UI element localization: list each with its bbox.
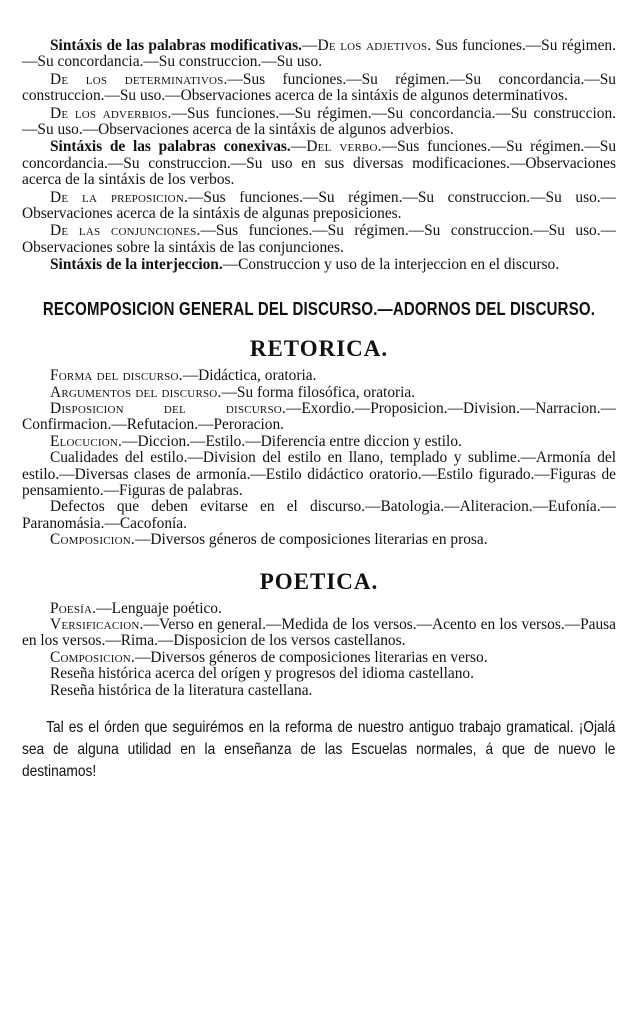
paragraph-preposicion [22,190,616,223]
paragraph-text: —Sus funciones.—Su régimen.—Su construccion.—Su uso.—Observaciones sobre la sintáxis de las conjunciones. [22,222,616,256]
subsection-label: Forma del discurso. [50,367,183,385]
paragraph-text: —Sus funciones.—Su régimen.—Su concordancia.—Su construccion.—Su uso.—Observaciones acerca de la sintáxis de algunos adverbios. [22,104,616,139]
paragraph-elocucion [22,434,616,450]
subsection-label: Composicion. [50,531,135,549]
subsection-label: Composicion. [50,648,135,666]
section-heading: Sintáxis de la interjeccion. [50,256,223,274]
subsection-label: Elocucion. [50,432,123,450]
paragraph-poesia [22,601,616,617]
paragraph-adverbios [22,106,616,139]
paragraph-conjunciones [22,223,616,256]
paragraph-text: —Diccion.—Estilo.—Diferencia entre diccion y estilo. [122,432,462,450]
subsection-label: Argumentos del discurso. [50,383,222,401]
paragraph-text: —Exordio.—Proposicion.—Division.—Narracion.—Confirmacion.—Refutacion.—Peroracion. [22,399,616,434]
paragraph-text: —Lenguaje poético. [96,599,222,617]
paragraph-text: —Sus funciones.—Su régimen.—Su concordancia.—Su construccion.—Su uso en sus diversas modificaciones.—Observaciones acerca de la sintáxis de los verbos. [22,138,617,189]
paragraph-verbo [22,139,616,188]
closing-paragraph: Tal es el órden que seguirémos en la reforma de nuestro antiguo trabajo gramatical. ¡Ojalá sea de alguna utilidad en la enseñanza de las Escuelas normales, á que de nuevo le destinamos! [22,719,616,780]
paragraph-text: Cualidades del estilo.—Division del estilo en llano, templado y sublime.—Armonía del estilo.—Diversas clases de armonía.—Estilo didáctico oratorio.—Estilo figurado.—Figuras de pensamiento.—Figuras de palabras. [22,449,616,499]
paragraph-argumentos [22,385,616,401]
paragraph-text: —Diversos géneros de composiciones literarias en prosa. [134,531,488,549]
paragraph-forma [22,368,616,384]
paragraph-cualidades [22,450,616,499]
paragraph-interjeccion [22,257,616,273]
paragraph-text: —Sus funciones.—Su régimen.—Su concordancia.—Su construccion.—Su uso.—Observaciones acerca de la sintáxis de algunos determinativos. [22,70,616,105]
subsection-label: Disposicion del discurso. [50,399,286,417]
subsection-label: —Del verbo. [290,138,382,156]
paragraph-text: —Diversos géneros de composiciones literarias en verso. [134,648,488,666]
paragraph-versificacion [22,617,616,650]
paragraph-text: —Didáctica, oratoria. [182,367,317,385]
paragraph-resena-idioma [22,666,616,682]
paragraph-disposicion [22,401,616,434]
retorica-title: RETORICA. [249,336,389,362]
subsection-label: De los adverbios. [50,104,172,122]
paragraph-text: Reseña histórica acerca del orígen y progresos del idioma castellano. [50,665,474,683]
paragraph-determinativos [22,72,616,105]
paragraph-text: Sus funciones.—Su régimen.—Su concordancia.—Su construccion.—Su uso. [22,37,616,71]
paragraph-resena-literatura [22,683,616,699]
poetica-title: POETICA. [259,568,379,594]
subsection-label: Versificacion. [50,615,144,633]
paragraph-defectos [22,499,616,532]
paragraph-text: —Verso en general.—Medida de los versos.—Acento en los versos.—Pausa en los versos.—Rima.—Disposicion de los versos castellanos. [22,615,616,650]
paragraph-text: Reseña histórica de la literatura castellana. [50,681,313,699]
paragraph-text: Defectos que deben evitarse en el discurso.—Batologia.—Aliteracion.—Eufonía.—Paranomásia.—Cacofonía. [22,498,616,532]
paragraph-adjetivos [22,38,616,71]
paragraph-text: —Sus funciones.—Su régimen.—Su construccion.—Su uso.—Observaciones acerca de la sintáxis de algunas preposiciones. [22,188,616,223]
subsection-label: De la preposicion. [50,188,189,206]
subsection-label: De las conjunciones. [50,222,201,240]
subsection-label: Poesía. [50,599,97,617]
paragraph-composicion-prosa [22,532,616,548]
recomposicion-heading: RECOMPOSICION GENERAL DEL DISCURSO.—ADORNOS DEL DISCURSO. [42,298,596,320]
subsection-label: De los determinativos. [50,70,228,88]
section-heading: Sintáxis de las palabras modificativas. [50,37,302,54]
paragraph-text: —Su forma filosófica, oratoria. [221,383,416,401]
paragraph-text: —Construccion y uso de la interjeccion en el discurso. [222,256,560,274]
section-heading: Sintáxis de las palabras conexivas. [50,138,291,156]
subsection-label: —De los adjetivos. [301,37,432,54]
paragraph-composicion-verso [22,650,616,666]
